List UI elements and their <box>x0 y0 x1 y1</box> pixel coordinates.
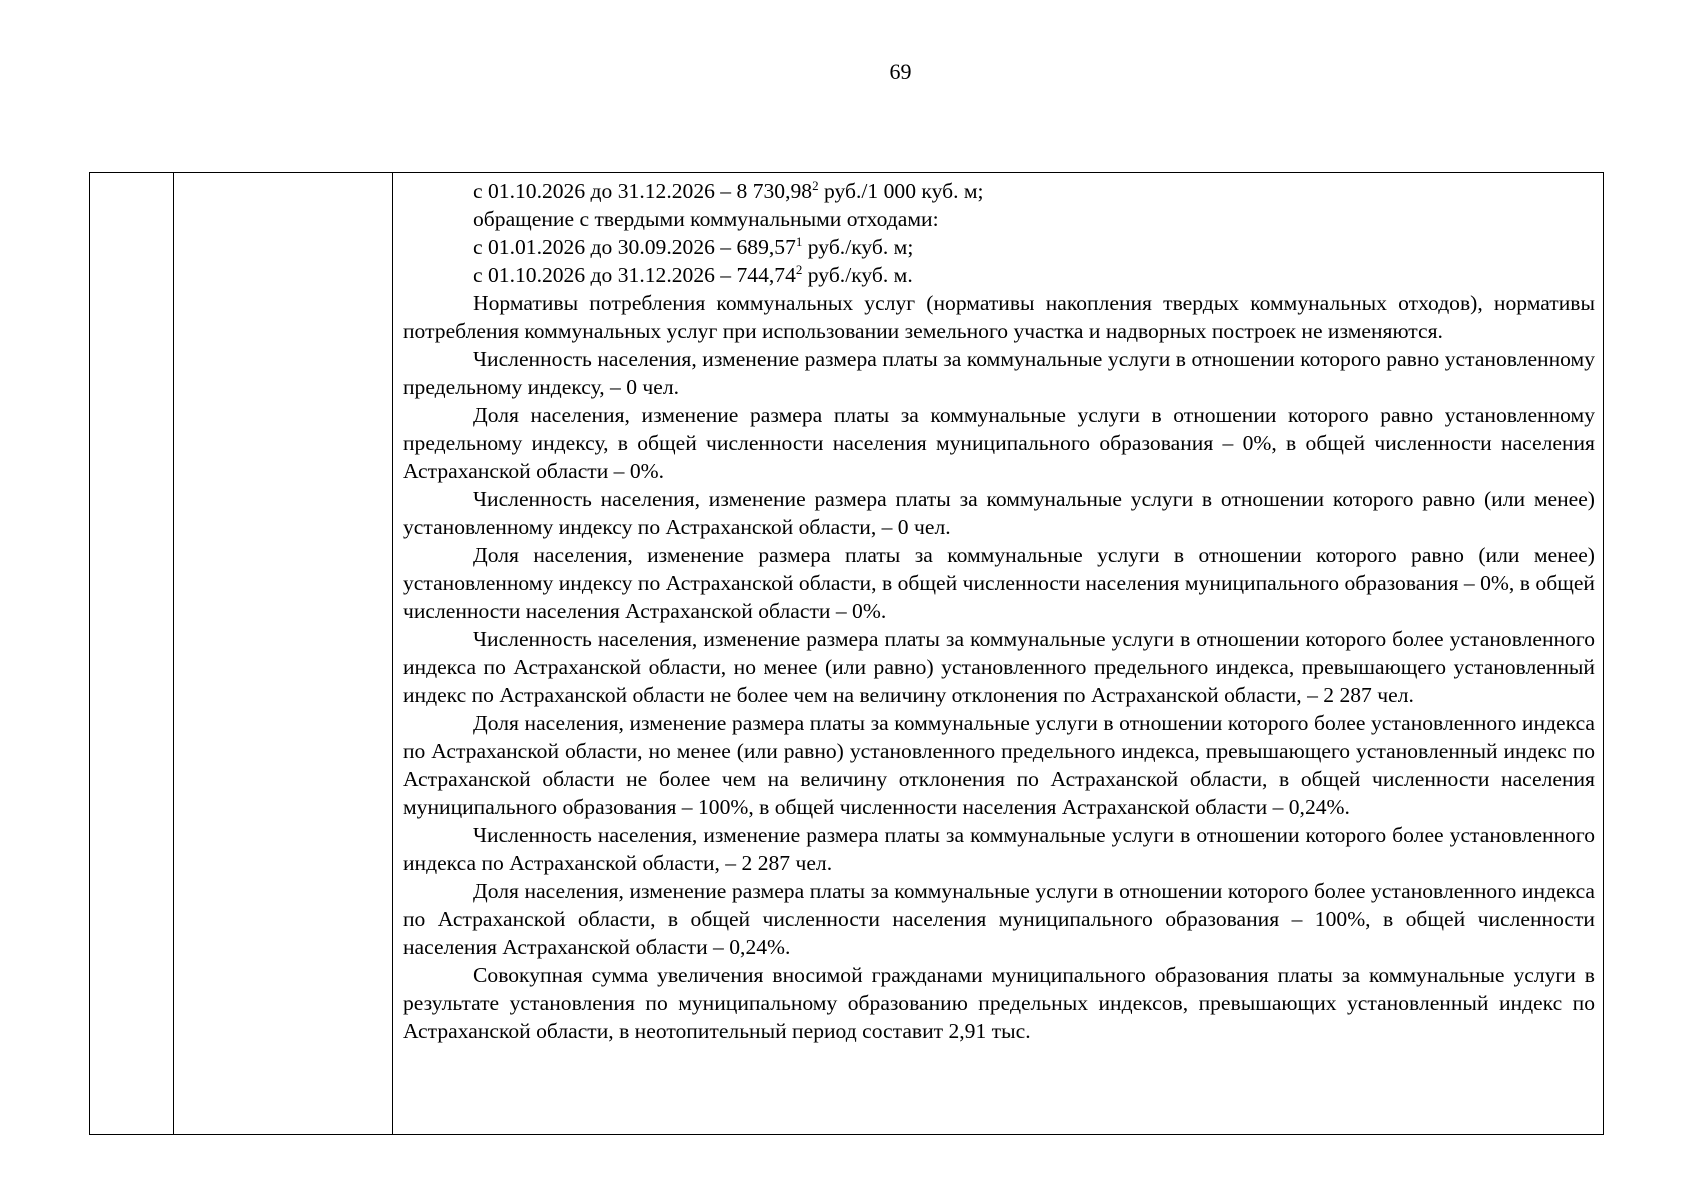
paragraph: Численность населения, изменение размера платы за коммунальные услуги в отношении которого более установленного индекса по Астраханской области, но менее (или равно) установленного предельного индекса, превышающего установленный индекс по Астраханской области не более чем на величину отклонения по Астраханской области, – 2 287 чел. <box>403 627 1595 707</box>
rate-line: обращение с твердыми коммунальными отходами: <box>473 207 939 231</box>
paragraph: Численность населения, изменение размера платы за коммунальные услуги в отношении которого более установленного индекса по Астраханской области, – 2 287 чел. <box>403 823 1595 875</box>
paragraph: Совокупная сумма увеличения вносимой гражданами муниципального образования платы за коммунальные услуги в результате установления по муниципальному образованию предельных индексов, превышающих установленный индекс по Астраханской области, в неотопительный период составит 2,91 тыс. <box>403 963 1595 1043</box>
paragraph: Доля населения, изменение размера платы за коммунальные услуги в отношении которого равно (или менее) установленному индексу по Астраханской области, в общей численности населения муниципального образования – 0%, в общей численности населения Астраханской области – 0%. <box>403 543 1595 623</box>
paragraph: Численность населения, изменение размера платы за коммунальные услуги в отношении которого равно установленному предельному индексу, – 0 чел. <box>403 347 1595 399</box>
paragraph: Численность населения, изменение размера платы за коммунальные услуги в отношении которого равно (или менее) установленному индексу по Астраханской области, – 0 чел. <box>403 487 1595 539</box>
paragraph: Доля населения, изменение размера платы за коммунальные услуги в отношении которого более установленного индекса по Астраханской области, но менее (или равно) установленного предельного индекса, превышающего установленный индекс по Астраханской области не более чем на величину отклонения по Астраханской области, в общей численности населения муниципального образования – 100%, в общей численности населения Астраханской области – 0,24%. <box>403 711 1595 819</box>
rate-line: с 01.10.2026 до 31.12.2026 – 8 730,98$^2$ руб./1 000 куб. м; <box>473 177 984 203</box>
page-number: 69 <box>889 59 912 84</box>
rate-line: с 01.10.2026 до 31.12.2026 – 744,74$^2$ руб./куб. м. <box>473 261 913 287</box>
rate-line: с 01.01.2026 до 30.09.2026 – 689,57$^1$ руб./куб. м; <box>473 233 914 259</box>
table-column-divider-2 <box>392 173 393 1134</box>
table-column-divider-1 <box>173 173 174 1134</box>
document-table <box>89 172 1604 1135</box>
table-text-cell <box>403 177 1595 1045</box>
paragraph: Нормативы потребления коммунальных услуг (нормативы накопления твердых коммунальных отходов), нормативы потребления коммунальных услуг при использовании земельного участка и надворных построек не изменяются. <box>403 291 1595 343</box>
paragraph: Доля населения, изменение размера платы за коммунальные услуги в отношении которого равно установленному предельному индексу, в общей численности населения муниципального образования – 0%, в общей численности населения Астраханской области – 0%. <box>403 403 1595 483</box>
paragraph: Доля населения, изменение размера платы за коммунальные услуги в отношении которого более установленного индекса по Астраханской области, в общей численности населения муниципального образования – 100%, в общей численности населения Астраханской области – 0,24%. <box>403 879 1595 959</box>
